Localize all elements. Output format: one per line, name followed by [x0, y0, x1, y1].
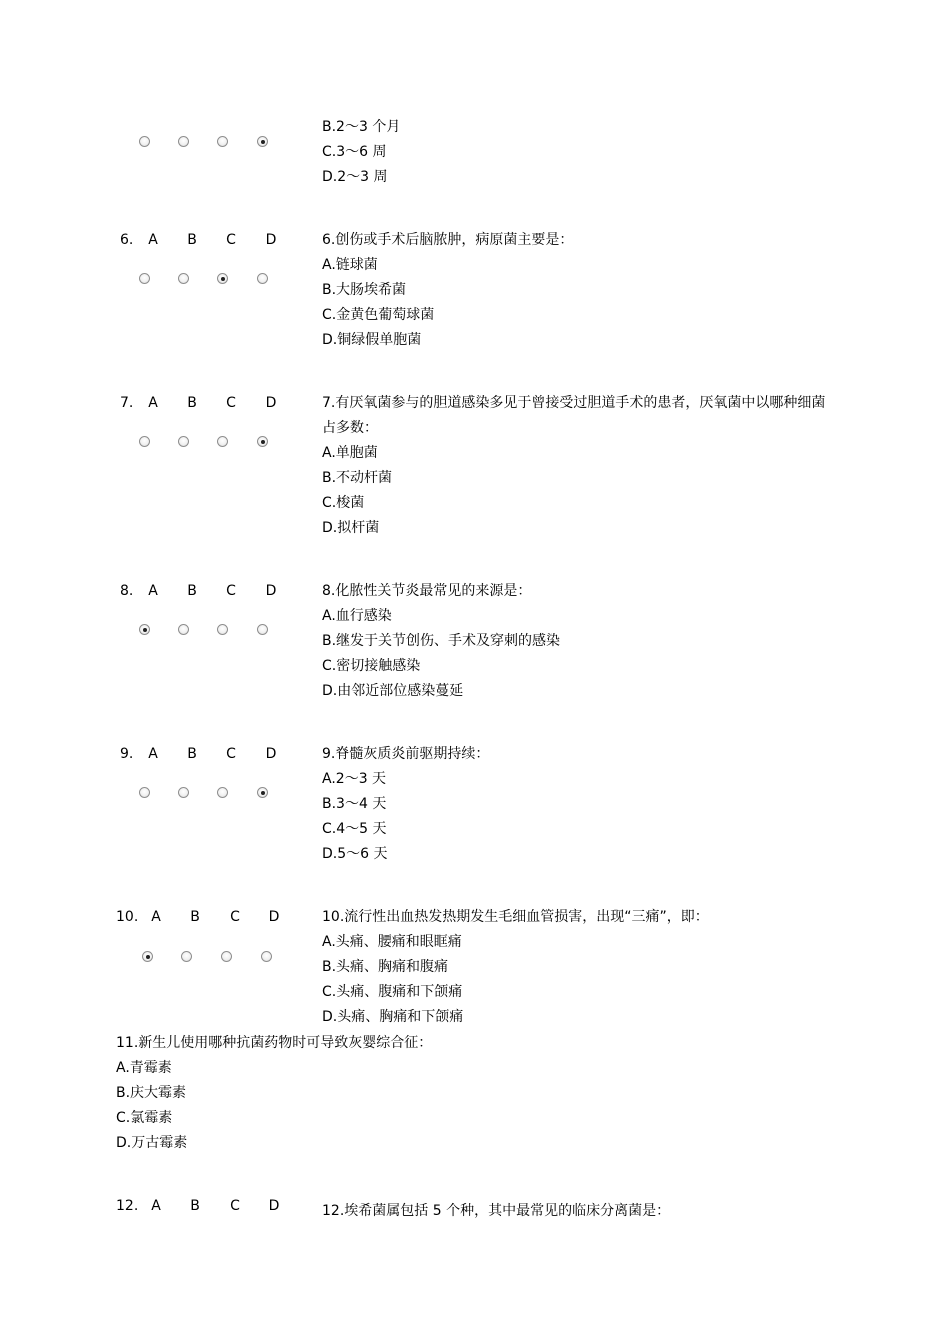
question-text [322, 115, 842, 190]
radio-option-d[interactable] [257, 136, 268, 147]
letter-c: C [226, 395, 236, 411]
option-d: D.拟杆菌 [322, 520, 380, 536]
radio-option-d[interactable] [257, 624, 268, 635]
option-a: A.2～3 天 [322, 771, 387, 787]
letter-a: A [148, 232, 158, 248]
option-a: A.头痛、腰痛和眼眶痛 [322, 934, 462, 950]
radio-option-d[interactable] [257, 273, 268, 284]
option-d: D.2～3 周 [322, 169, 388, 185]
letter-a: A [148, 395, 158, 411]
letter-b: B [187, 232, 197, 248]
option-a: A.链球菌 [322, 257, 378, 273]
question-prompt: 12.埃希菌属包括 5 个种，其中最常见的临床分离菌是： [322, 1203, 671, 1219]
radio-option-b[interactable] [178, 787, 189, 798]
letter-d: D [265, 583, 277, 599]
radio-option-c[interactable] [217, 136, 228, 147]
letter-c: C [226, 232, 236, 248]
option-c: C.氯霉素 [116, 1110, 173, 1126]
question-number: 8. [120, 583, 134, 599]
radio-option-a[interactable] [139, 787, 150, 798]
radio-option-b[interactable] [178, 436, 189, 447]
letter-d: D [268, 909, 280, 925]
option-a: A.血行感染 [322, 608, 392, 624]
question-text [322, 905, 842, 1030]
question-text [322, 1199, 842, 1224]
question-text [322, 228, 842, 353]
question-number: 9. [120, 746, 134, 762]
option-c: C.4～5 天 [322, 821, 387, 837]
radio-option-c[interactable] [217, 624, 228, 635]
radio-option-a[interactable] [139, 436, 150, 447]
option-c: C.金黄色葡萄球菌 [322, 307, 435, 323]
option-b: B.庆大霉素 [116, 1085, 187, 1101]
radio-option-d[interactable] [257, 787, 268, 798]
option-b: B.继发于关节创伤、手术及穿刺的感染 [322, 633, 561, 649]
radio-option-c[interactable] [221, 951, 232, 962]
option-c: C.梭菌 [322, 495, 365, 511]
radio-option-b[interactable] [178, 136, 189, 147]
question-text [322, 742, 842, 867]
radio-option-d[interactable] [257, 436, 268, 447]
question-prompt: 8.化脓性关节炎最常见的来源是： [322, 583, 532, 599]
letter-c: C [230, 909, 240, 925]
option-b: B.2～3 个月 [322, 119, 401, 135]
option-d: D.头痛、胸痛和下颌痛 [322, 1009, 464, 1025]
option-c: C.3～6 周 [322, 144, 387, 160]
letter-d: D [268, 1198, 280, 1214]
radio-option-a[interactable] [139, 136, 150, 147]
letter-c: C [230, 1198, 240, 1214]
option-b: B.头痛、胸痛和腹痛 [322, 959, 449, 975]
question-number: 7. [120, 395, 134, 411]
radio-option-c[interactable] [217, 787, 228, 798]
letter-b: B [190, 1198, 200, 1214]
question-11-block [116, 1031, 716, 1156]
letter-d: D [265, 232, 277, 248]
letter-a: A [148, 746, 158, 762]
question-number: 12. [116, 1198, 139, 1214]
radio-option-a[interactable] [142, 951, 153, 962]
radio-option-d[interactable] [261, 951, 272, 962]
letter-b: B [187, 583, 197, 599]
question-prompt: 9.脊髓灰质炎前驱期持续： [322, 746, 490, 762]
option-d: D.万古霉素 [116, 1135, 188, 1151]
letter-b: B [187, 395, 197, 411]
question-text [322, 579, 842, 704]
question-prompt: 6.创伤或手术后脑脓肿，病原菌主要是： [322, 232, 574, 248]
question-number: 10. [116, 909, 139, 925]
letter-a: A [151, 909, 161, 925]
option-b: B.不动杆菌 [322, 470, 393, 486]
letter-b: B [187, 746, 197, 762]
option-a: A.青霉素 [116, 1060, 172, 1076]
letter-a: A [151, 1198, 161, 1214]
option-d: D.5～6 天 [322, 846, 388, 862]
radio-option-b[interactable] [178, 624, 189, 635]
option-d: D.由邻近部位感染蔓延 [322, 683, 464, 699]
letter-d: D [265, 746, 277, 762]
letter-c: C [226, 746, 236, 762]
option-b: B.大肠埃希菌 [322, 282, 407, 298]
question-prompt: 10.流行性出血热发热期发生毛细血管损害，出现“三痛”，即： [322, 909, 709, 925]
question-number: 6. [120, 232, 134, 248]
radio-option-c[interactable] [217, 436, 228, 447]
question-prompt: 7.有厌氧菌参与的胆道感染多见于曾接受过胆道手术的患者，厌氧菌中以哪种细菌占多数： [322, 395, 826, 436]
option-c: C.密切接触感染 [322, 658, 421, 674]
radio-option-b[interactable] [181, 951, 192, 962]
question-text [322, 391, 827, 541]
radio-option-a[interactable] [139, 273, 150, 284]
letter-d: D [265, 395, 277, 411]
option-b: B.3～4 天 [322, 796, 387, 812]
letter-a: A [148, 583, 158, 599]
letter-b: B [190, 909, 200, 925]
question-prompt: 11.新生儿使用哪种抗菌药物时可导致灰婴综合征： [116, 1035, 433, 1051]
radio-option-a[interactable] [139, 624, 150, 635]
option-d: D.铜绿假单胞菌 [322, 332, 422, 348]
radio-option-c[interactable] [217, 273, 228, 284]
radio-option-b[interactable] [178, 273, 189, 284]
option-a: A.单胞菌 [322, 445, 378, 461]
option-c: C.头痛、腹痛和下颌痛 [322, 984, 463, 1000]
letter-c: C [226, 583, 236, 599]
